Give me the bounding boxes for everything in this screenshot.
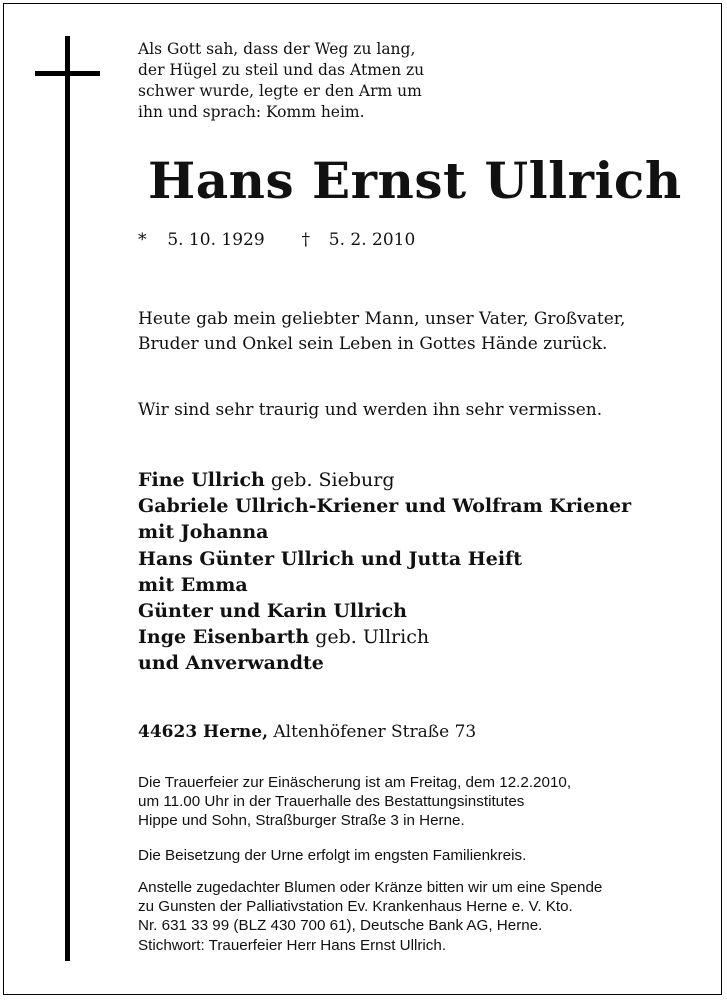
cross-icon-horizontal: [35, 71, 100, 76]
poem-line: Als Gott sah, dass der Weg zu lang,: [138, 40, 416, 58]
family-member: Fine Ullrich geb. Sieburg: [138, 469, 395, 491]
family-member: und Anverwandte: [138, 652, 324, 675]
urn-notice: Die Beisetzung der Urne erfolgt im engsten Familienkreis.: [138, 847, 527, 864]
family-member: Gabriele Ullrich-Kriener und Wolfram Kriener: [138, 495, 632, 518]
funeral-line: um 11.00 Uhr in der Trauerhalle des Bestattungsinstitutes: [138, 793, 525, 811]
birth-symbol: *: [138, 230, 147, 250]
sentiment-text: Wir sind sehr traurig und werden ihn sehr vermissen.: [138, 400, 603, 420]
poem-line: der Hügel zu steil und das Atmen zu: [138, 61, 425, 79]
funeral-line: Die Trauerfeier zur Einäscherung ist am Freitag, dem 12.2.2010,: [138, 774, 572, 791]
message-line: Heute gab mein geliebter Mann, unser Vater, Großvater,: [138, 309, 626, 329]
birth-date: 5. 10. 1929: [167, 230, 265, 250]
family-address: [138, 720, 476, 745]
donation-notice: [138, 878, 602, 955]
donation-line: zu Gunsten der Palliativstation Ev. Krankenhaus Herne e. V. Kto.: [138, 898, 573, 916]
address-city: 44623 Herne,: [138, 722, 268, 742]
death-symbol: †: [301, 230, 310, 250]
funeral-line: Hippe und Sohn, Straßburger Straße 3 in Herne.: [138, 812, 465, 830]
family-member: Günter und Karin Ullrich: [138, 600, 407, 623]
donation-line: Stichwort: Trauerfeier Herr Hans Ernst Ullrich.: [138, 936, 447, 954]
life-dates: [138, 229, 415, 251]
address-street: Altenhöfener Straße 73: [268, 722, 477, 742]
death-date: 5. 2. 2010: [328, 230, 416, 250]
donation-line: Anstelle zugedachter Blumen oder Kränze bitten wir um eine Spende: [138, 879, 603, 896]
deceased-name: Hans Ernst Ullrich: [148, 151, 682, 210]
family-member: mit Johanna: [138, 521, 269, 544]
memorial-poem: [138, 39, 424, 123]
family-member: mit Emma: [138, 573, 248, 596]
message-line: Bruder und Onkel sein Leben in Gottes Hände zurück.: [138, 334, 608, 354]
cross-icon-vertical: [65, 36, 70, 961]
family-member: Inge Eisenbarth geb. Ullrich: [138, 626, 430, 649]
family-member: Hans Günter Ullrich und Jutta Heift: [138, 547, 522, 570]
poem-line: ihn und sprach: Komm heim.: [138, 103, 365, 121]
poem-line: schwer wurde, legte er den Arm um: [138, 82, 422, 100]
family-list: [138, 467, 631, 677]
donation-line: Nr. 631 33 99 (BLZ 430 700 61), Deutsche Bank AG, Herne.: [138, 917, 543, 935]
funeral-notice: [138, 773, 571, 831]
death-message: [138, 307, 625, 357]
